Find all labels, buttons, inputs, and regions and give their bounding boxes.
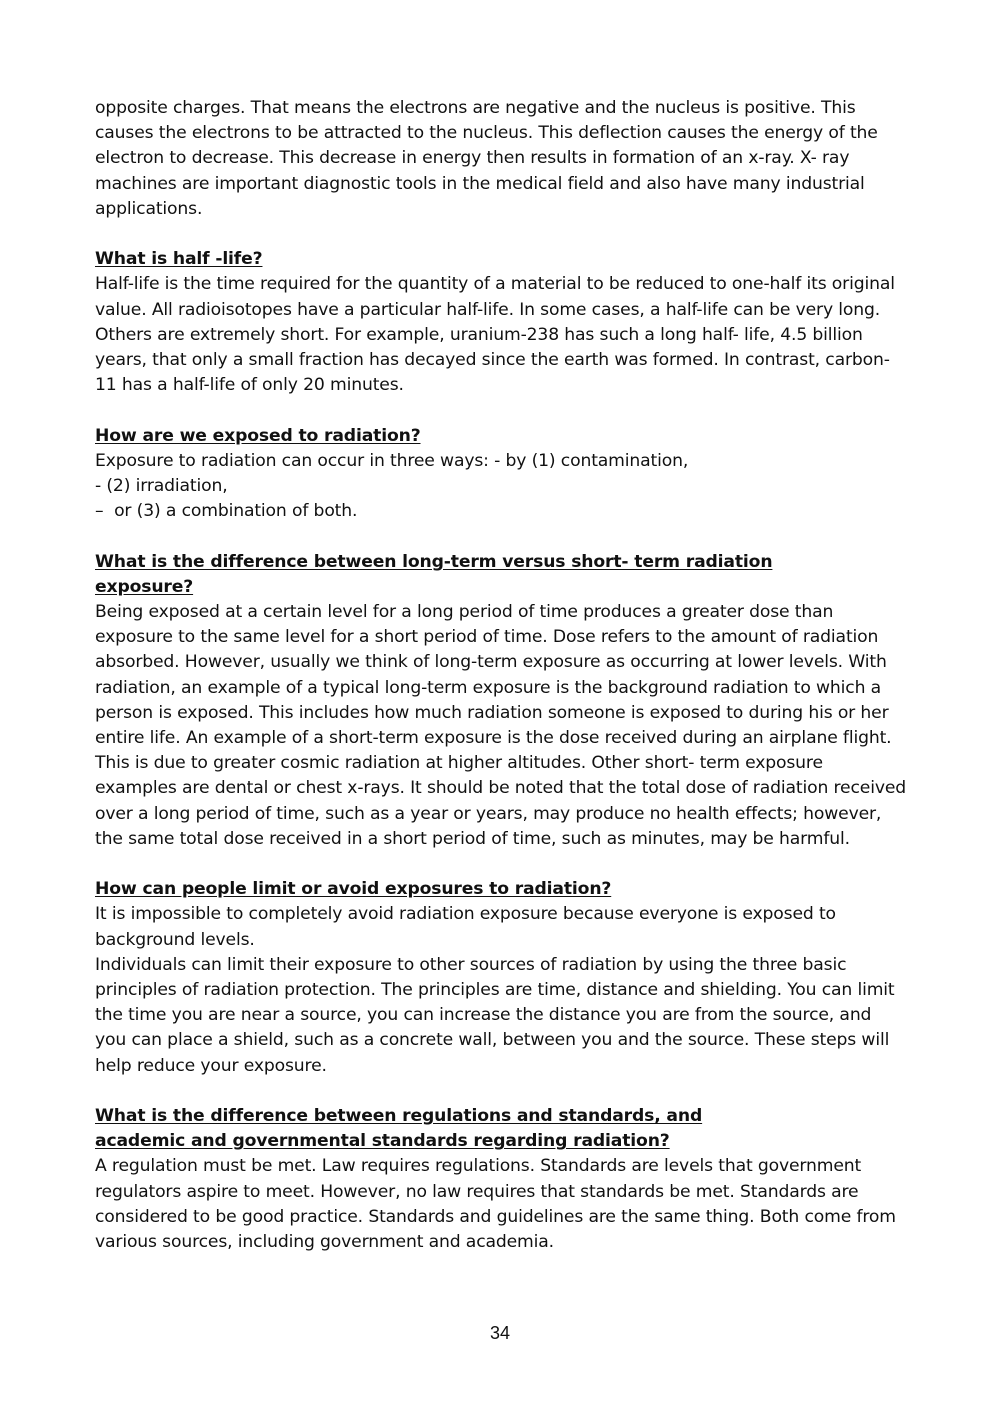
section-body-half-life: Half-life is the time required for the quantity of a material to be reduced to one-half its original value. All radioisotopes have a particular half-life. In some cases, a half-life can be very long. Others are extremely short. For example, uranium-238 has such a long half- life, 4.5 billion years, that only a small fraction has decayed since the earth was formed. In contrast, carbon-11 has a half-life of only 20 minutes. [95,274,895,396]
exposure-line: – or (3) a combination of both. [95,501,358,522]
section-body-limit-exposure-1: It is impossible to completely avoid radiation exposure because everyone is exposed to background levels. [95,904,836,950]
section-body-limit-exposure-2: Individuals can limit their exposure to other sources of radiation by using the three basic principles of radiation protection. The principles are time, distance and shielding. You can limit the time you are near a source, you can increase the distance you are from the source, and you can place a shield, such as a concrete wall, between you and the source. These steps will help reduce your exposure. [95,954,895,1076]
document-page [95,96,907,1255]
intro-paragraph: opposite charges. That means the electrons are negative and the nucleus is positive. This causes the electrons to be attracted to the nucleus. This deflection causes the energy of the electron to decrease. This decrease in energy then results in formation of an x-ray. X- ray machines are important diagnostic tools in the medical field and also have many industrial applications. [95,98,878,219]
section-limit-exposure [95,877,907,1079]
section-heading-limit-exposure: How can people limit or avoid exposures to radiation? [95,879,612,900]
section-heading-long-short-term: What is the difference between long-term versus short- term radiation exposure? [95,551,773,597]
section-heading-half-life: What is half -life? [95,249,263,270]
page-number: 34 [489,1323,511,1343]
section-regulations [95,1104,907,1255]
section-body-long-short-term: Being exposed at a certain level for a long period of time produces a greater dose than exposure to the same level for a short period of time. Dose refers to the amount of radiation absorbed. However, usually we think of long-term exposure as occurring at lower levels. With radiation, an example of a typical long-term exposure is the background radiation to which a person is exposed. This includes how much radiation someone is exposed to during his or her entire life. An example of a short-term exposure is the dose received during an airplane flight. This is due to greater cosmic radiation at higher altitudes. Other short- term exposure examples are dental or chest x-rays. It should be noted that the total dose of radiation received over a long period of time, such as a year or years, may produce no health effects; however, the same total dose received in a short period of time, such as minutes, may be harmful. [95,602,907,849]
section-body-regulations: A regulation must be met. Law requires regulations. Standards are levels that government regulators aspire to meet. However, no law requires that standards be met. Standards are considered to be good practice. Standards and guidelines are the same thing. Both come from various sources, including government and academia. [95,1156,896,1253]
section-heading-regulations: What is the difference between regulations and standards, and academic and governmental standards regarding radiation? [95,1106,703,1152]
section-long-short-term [95,550,907,852]
section-heading-exposure: How are we exposed to radiation? [95,425,421,446]
section-exposure [95,424,907,525]
section-half-life [95,247,907,398]
exposure-line: Exposure to radiation can occur in three ways: - by (1) contamination, [95,450,689,471]
exposure-line: - (2) irradiation, [95,476,228,497]
